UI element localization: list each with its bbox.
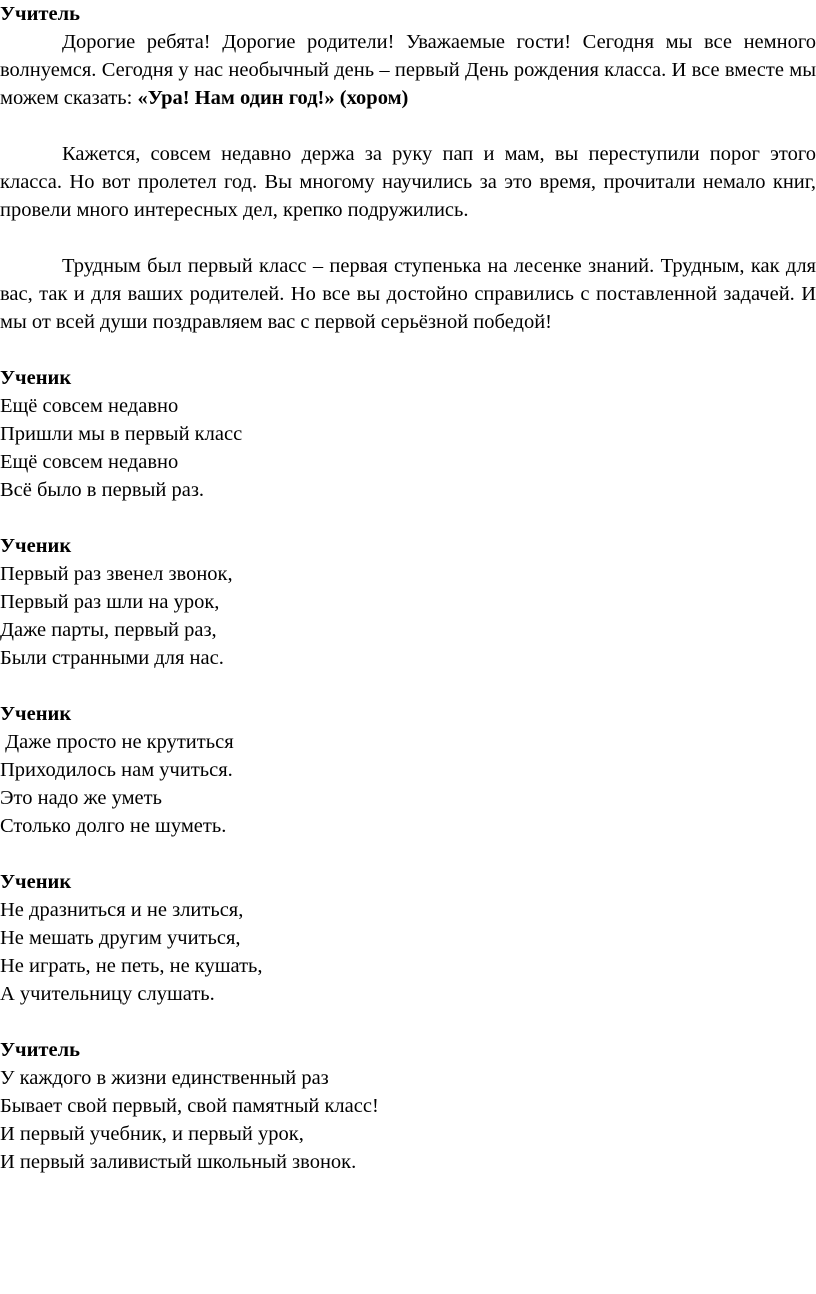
paragraph-gap bbox=[0, 672, 816, 700]
verse-line: Это надо же уметь bbox=[0, 787, 162, 809]
verse-5 bbox=[0, 1064, 816, 1176]
verse-line: Даже просто не крутиться bbox=[0, 731, 234, 753]
greeting-paragraph bbox=[0, 28, 816, 112]
congrats-paragraph: Трудным был первый класс – первая ступенька на лесенке знаний. Трудным, как для вас, так и для ваших родителей. Но все вы достойно справились с поставленной задачей. И мы от всей души поздравляем вас с первой серьёзной победой! bbox=[0, 255, 816, 333]
verse-line: Не дразниться и не злиться, bbox=[0, 899, 244, 921]
verse-line: У каждого в жизни единственный раз bbox=[0, 1067, 329, 1089]
greeting-text: Дорогие ребята! Дорогие родители! Уважаемые гости! Сегодня мы все немного волнуемся. Сегодня у нас необычный день – первый День рождения класса. И все вместе мы можем сказать: bbox=[0, 31, 816, 109]
verse-line: Всё было в первый раз. bbox=[0, 479, 205, 501]
verse-line: Первый раз звенел звонок, bbox=[0, 563, 233, 585]
verse-line: И первый заливистый школьный звонок. bbox=[0, 1151, 357, 1173]
verse-4 bbox=[0, 896, 816, 1008]
verse-line: Были странными для нас. bbox=[0, 647, 224, 669]
verse-2 bbox=[0, 560, 816, 672]
speaker-label-student: Ученик bbox=[0, 535, 72, 557]
verse-line: Пришли мы в первый класс bbox=[0, 423, 243, 445]
verse-1 bbox=[0, 392, 816, 504]
paragraph-gap bbox=[0, 840, 816, 868]
verse-line: Даже парты, первый раз, bbox=[0, 619, 217, 641]
verse-line: Приходилось нам учиться. bbox=[0, 759, 233, 781]
verse-line: Ещё совсем недавно bbox=[0, 451, 179, 473]
paragraph-gap bbox=[0, 1008, 816, 1036]
verse-line: И первый учебник, и первый урок, bbox=[0, 1123, 304, 1145]
verse-3 bbox=[0, 728, 816, 840]
paragraph-gap bbox=[0, 112, 816, 140]
verse-line: Ещё совсем недавно bbox=[0, 395, 179, 417]
speaker-label-teacher: Учитель bbox=[0, 3, 80, 25]
speaker-label-student: Ученик bbox=[0, 871, 72, 893]
speaker-label-student: Ученик bbox=[0, 367, 72, 389]
memory-paragraph: Кажется, совсем недавно держа за руку пап и мам, вы переступили порог этого класса. Но вот пролетел год. Вы многому научились за это время, прочитали немало книг, провели много интересных дел, крепко подружились. bbox=[0, 143, 816, 221]
verse-line: Бывает свой первый, свой памятный класс! bbox=[0, 1095, 379, 1117]
paragraph-gap bbox=[0, 504, 816, 532]
speaker-label-teacher: Учитель bbox=[0, 1039, 80, 1061]
verse-line: Не играть, не петь, не кушать, bbox=[0, 955, 263, 977]
paragraph-gap bbox=[0, 224, 816, 252]
verse-line: Столько долго не шуметь. bbox=[0, 815, 227, 837]
verse-line: Первый раз шли на урок, bbox=[0, 591, 220, 613]
paragraph-gap bbox=[0, 336, 816, 364]
chorus-line: «Ура! Нам один год!» (хором) bbox=[137, 87, 409, 109]
verse-line: А учительницу слушать. bbox=[0, 983, 215, 1005]
speaker-label-student: Ученик bbox=[0, 703, 72, 725]
verse-line: Не мешать другим учиться, bbox=[0, 927, 241, 949]
